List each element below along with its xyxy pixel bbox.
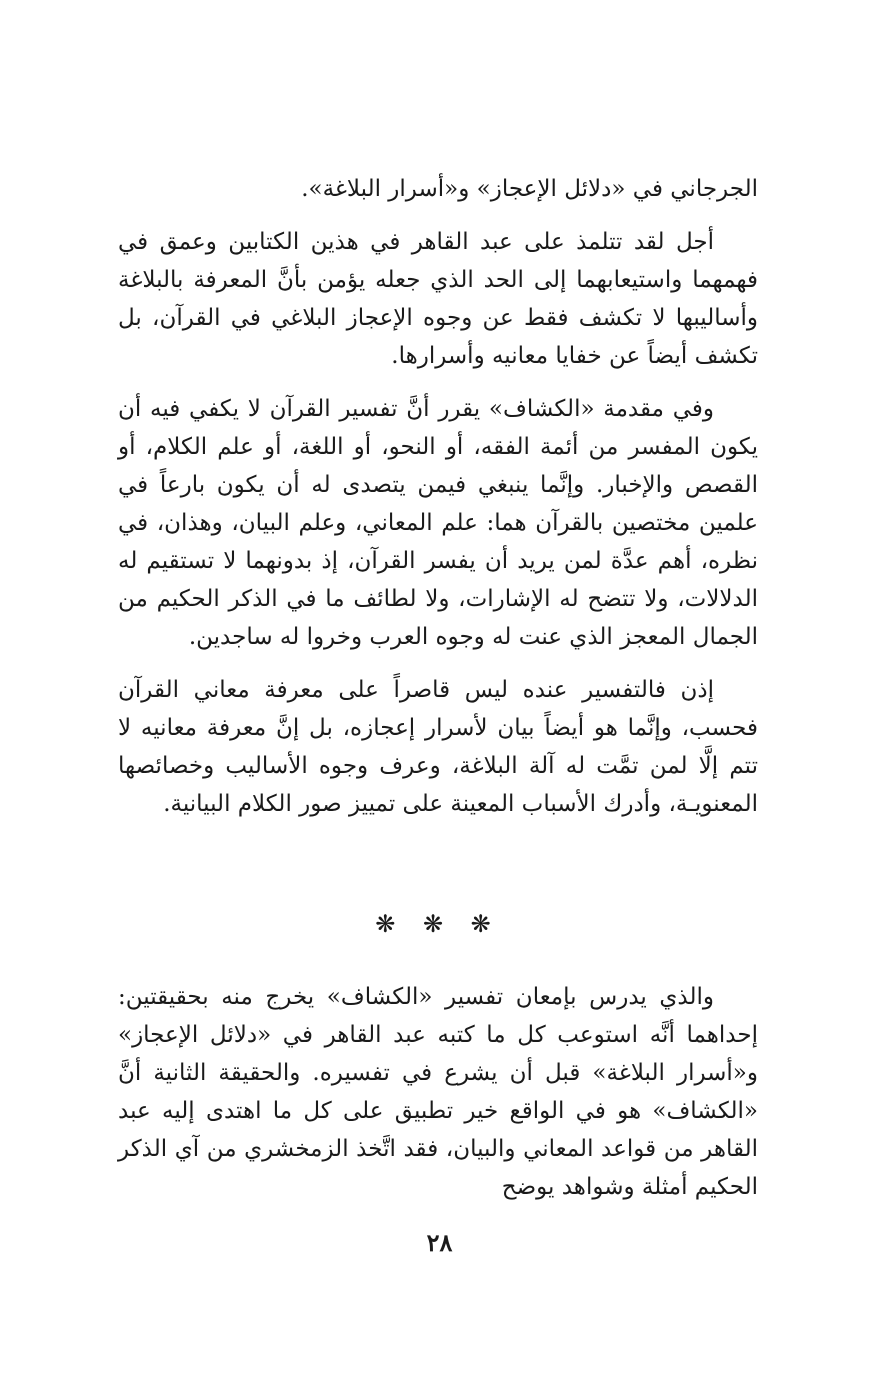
paragraph-2: أجل لقد تتلمذ على عبد القاهر في هذين الكتابين وعمق في فهمهما واستيعابهما إلى الحد الذي جعله يؤمن بأنَّ المعرفة بالبلاغة وأساليبها لا تكشف فقط عن وجوه الإعجاز البلاغي في القرآن، بل تكشف أيضاً عن خفايا معانيه وأسرارها. — [118, 229, 758, 369]
section-separator: ❋ ❋ ❋ — [375, 910, 501, 938]
main-text-bottom — [118, 978, 758, 1221]
paragraph-5: والذي يدرس بإمعان تفسير «الكشاف» يخرج منه بحقيقتين: إحداهما أنَّه استوعب كل ما كتبه عبد القاهر في «دلائل الإعجاز» و«أسرار البلاغة» قبل أن يشرع في تفسيره. والحقيقة الثانية أنَّ «الكشاف» هو في الواقع خير تطبيق على كل ما اهتدى إليه عبد القاهر من قواعد المعاني والبيان، فقد اتَّخذ الزمخشري من آي الذكر الحكيم أمثلة وشواهد يوضح — [118, 984, 758, 1200]
paragraph-4: إذن فالتفسير عنده ليس قاصراً على معرفة معاني القرآن فحسب، وإنَّما هو أيضاً بيان لأسرار إعجازه، بل إنَّ معرفة معانيه لا تتم إلَّا لمن تمَّت له آلة البلاغة، وعرف وجوه الأساليب وخصائصها المعنويـة، وأدرك الأسباب المعينة على تمييز صور الكلام البيانية. — [118, 677, 758, 817]
main-text-top — [118, 170, 758, 838]
paragraph-1: الجرجاني في «دلائل الإعجاز» و«أسرار البلاغة». — [301, 176, 758, 202]
page-number: ٢٨ — [426, 1228, 453, 1257]
paragraph-3: وفي مقدمة «الكشاف» يقرر أنَّ تفسير القرآن لا يكفي فيه أن يكون المفسر من أئمة الفقه، أو النحو، أو اللغة، أو علم الكلام، أو القصص والإخبار. وإنَّما ينبغي فيمن يتصدى له أن يكون بارعاً في علمين مختصين بالقرآن هما: علم المعاني، وعلم البيان، وهذان، في نظره، أهم عدَّة لمن يريد أن يفسر القرآن، إذ بدونهما لا تستقيم له الدلالات، ولا تتضح له الإشارات، ولا لطائف ما في الذكر الحكيم من الجمال المعجز الذي عنت له وجوه العرب وخروا له ساجدين. — [118, 396, 758, 650]
